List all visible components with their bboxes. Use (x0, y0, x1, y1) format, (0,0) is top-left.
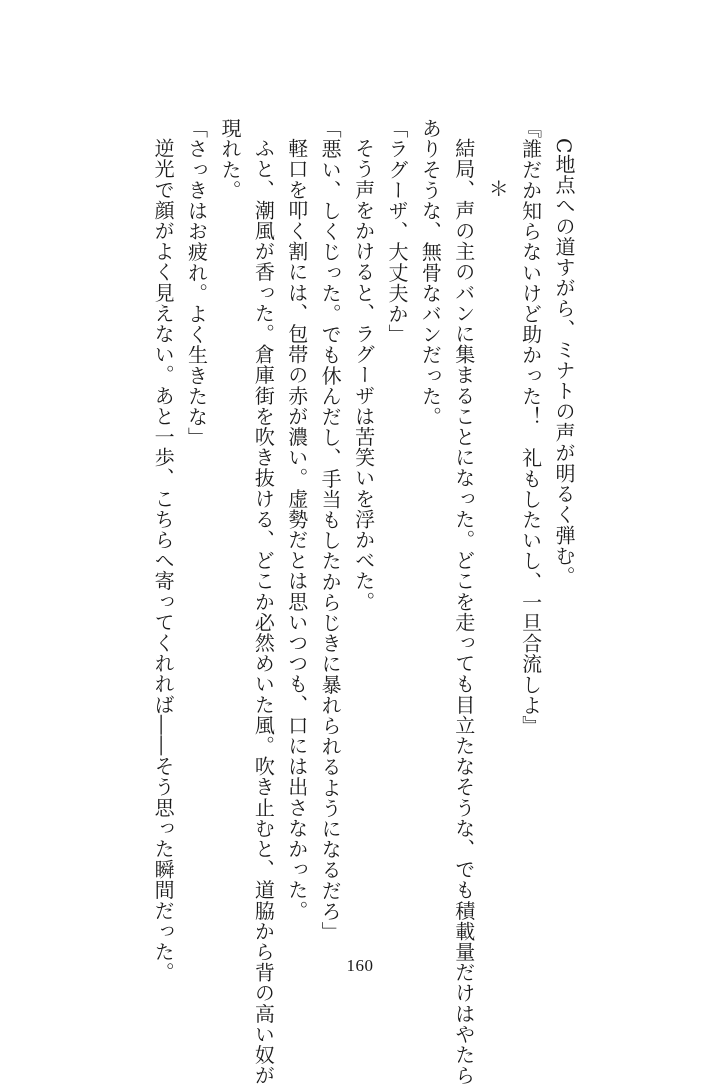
page-number: 160 (346, 956, 374, 975)
scene-break-asterisk: ＊ (485, 178, 510, 199)
paragraph-line: そう声をかけると、ラグーザは苦笑いを浮かべた。 (351, 138, 376, 612)
dialogue-line: 「ラグーザ、大丈夫か」 (384, 118, 409, 345)
dialogue-line: 「さっきはお疲れ。よく生きたな」 (184, 118, 209, 448)
paragraph-line: 現れた。 (217, 118, 242, 201)
paragraph-line: 結局、声の主のバンに集まることになった。どこを走っても目立たなそうな、でも積載量だけはやたら (451, 138, 476, 1086)
paragraph-line: ありそうな、無骨なバンだった。 (418, 118, 443, 427)
paragraph-line: 逆光で顔がよく見えない。あと一歩、こちらへ寄ってくれれば――そう思った瞬間だった。 (151, 138, 176, 983)
dialogue-line: 「悪い、しくじった。でも休んだし、手当もしたからじきに暴れられるようになるだろ」 (318, 118, 343, 942)
paragraph-line: C地点への道すがら、ミナトの声が明るく弾む。 (552, 138, 576, 587)
paragraph-line: ふと、潮風が香った。倉庫街を吹き抜ける、どこか必然めいた風。吹き止むと、道脇から背の高い奴が (251, 138, 276, 1086)
paragraph-line: 軽口を叩く割には、包帯の赤が濃い。虚勢だとは思いつつも、口には出さなかった。 (284, 138, 309, 921)
dialogue-line: 『誰だか知らないけど助かった！ 礼もしたいし、一旦合流しよ』 (518, 118, 543, 736)
